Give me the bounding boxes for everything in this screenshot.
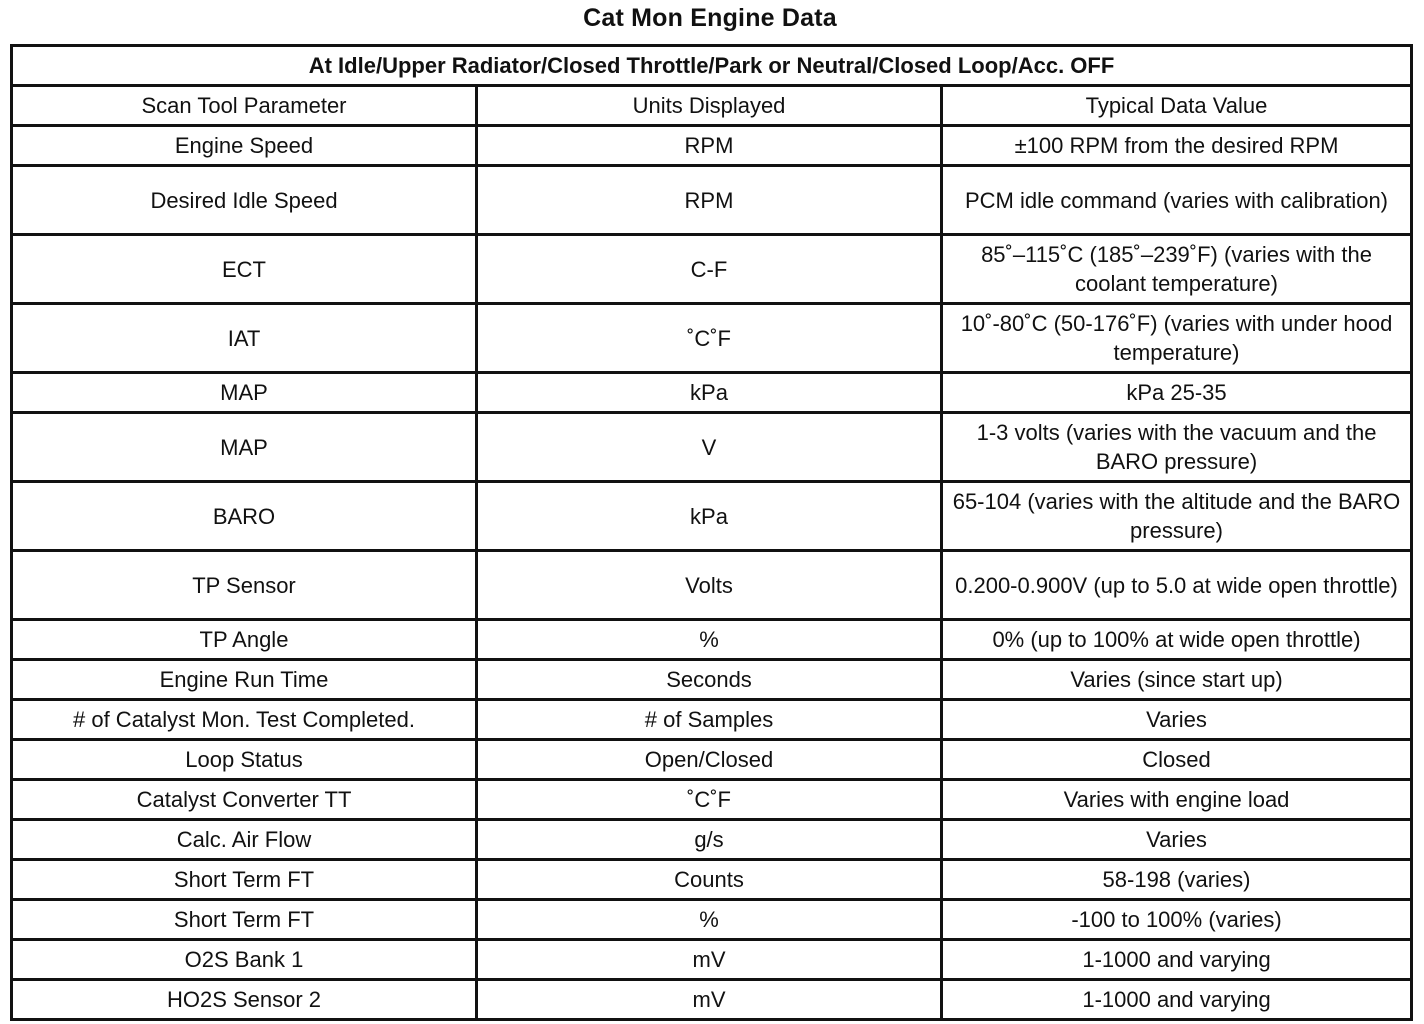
table-row: [12, 820, 1412, 860]
parameter-cell: Desired Idle Speed: [12, 166, 477, 235]
parameter-cell: Catalyst Converter TT: [12, 780, 477, 820]
units-cell: kPa: [477, 482, 942, 551]
units-cell: Open/Closed: [477, 740, 942, 780]
test-conditions: At Idle/Upper Radiator/Closed Throttle/Park or Neutral/Closed Loop/Acc. OFF: [12, 46, 1412, 86]
parameter-cell: MAP: [12, 413, 477, 482]
parameter-cell: # of Catalyst Mon. Test Completed.: [12, 700, 477, 740]
units-cell: g/s: [477, 820, 942, 860]
column-header-parameter: Scan Tool Parameter: [12, 86, 477, 126]
value-cell: -100 to 100% (varies): [942, 900, 1412, 940]
units-cell: V: [477, 413, 942, 482]
units-cell: RPM: [477, 166, 942, 235]
column-header-value: Typical Data Value: [942, 86, 1412, 126]
table-row: [12, 373, 1412, 413]
units-cell: Volts: [477, 551, 942, 620]
table-row: [12, 620, 1412, 660]
value-cell: 1-1000 and varying: [942, 980, 1412, 1020]
parameter-cell: Engine Run Time: [12, 660, 477, 700]
table-row: [12, 660, 1412, 700]
table-row: [12, 860, 1412, 900]
table-row: [12, 235, 1412, 304]
units-cell: mV: [477, 940, 942, 980]
units-cell: ˚C˚F: [477, 780, 942, 820]
value-cell: 1-1000 and varying: [942, 940, 1412, 980]
value-cell: Varies with engine load: [942, 780, 1412, 820]
value-cell: PCM idle command (varies with calibration): [942, 166, 1412, 235]
value-cell: Closed: [942, 740, 1412, 780]
value-cell: 1-3 volts (varies with the vacuum and the BARO pressure): [942, 413, 1412, 482]
table-row: [12, 126, 1412, 166]
table-row: [12, 900, 1412, 940]
table-row: [12, 700, 1412, 740]
value-cell: 65-104 (varies with the altitude and the BARO pressure): [942, 482, 1412, 551]
table-row: [12, 551, 1412, 620]
value-cell: kPa 25-35: [942, 373, 1412, 413]
table-row: [12, 980, 1412, 1020]
table-row: [12, 482, 1412, 551]
units-cell: kPa: [477, 373, 942, 413]
units-cell: %: [477, 900, 942, 940]
units-cell: Seconds: [477, 660, 942, 700]
column-header-units: Units Displayed: [477, 86, 942, 126]
value-cell: 85˚–115˚C (185˚–239˚F) (varies with the coolant temperature): [942, 235, 1412, 304]
units-cell: Counts: [477, 860, 942, 900]
parameter-cell: Short Term FT: [12, 900, 477, 940]
units-cell: C-F: [477, 235, 942, 304]
value-cell: Varies: [942, 820, 1412, 860]
table-row: [12, 304, 1412, 373]
table-row: [12, 413, 1412, 482]
units-cell: %: [477, 620, 942, 660]
value-cell: 58-198 (varies): [942, 860, 1412, 900]
page-title: Cat Mon Engine Data: [583, 4, 837, 32]
parameter-cell: TP Angle: [12, 620, 477, 660]
units-cell: mV: [477, 980, 942, 1020]
units-cell: ˚C˚F: [477, 304, 942, 373]
value-cell: Varies (since start up): [942, 660, 1412, 700]
value-cell: 0.200-0.900V (up to 5.0 at wide open throttle): [942, 551, 1412, 620]
parameter-cell: Engine Speed: [12, 126, 477, 166]
parameter-cell: O2S Bank 1: [12, 940, 477, 980]
value-cell: ±100 RPM from the desired RPM: [942, 126, 1412, 166]
parameter-cell: ECT: [12, 235, 477, 304]
parameter-cell: HO2S Sensor 2: [12, 980, 477, 1020]
parameter-cell: TP Sensor: [12, 551, 477, 620]
engine-data-table: [10, 44, 1413, 1021]
parameter-cell: Calc. Air Flow: [12, 820, 477, 860]
parameter-cell: IAT: [12, 304, 477, 373]
conditions-row: [12, 46, 1412, 86]
units-cell: RPM: [477, 126, 942, 166]
parameter-cell: Loop Status: [12, 740, 477, 780]
table-row: [12, 780, 1412, 820]
parameter-cell: BARO: [12, 482, 477, 551]
table-header-row: [12, 86, 1412, 126]
value-cell: Varies: [942, 700, 1412, 740]
value-cell: 0% (up to 100% at wide open throttle): [942, 620, 1412, 660]
parameter-cell: Short Term FT: [12, 860, 477, 900]
parameter-cell: MAP: [12, 373, 477, 413]
units-cell: # of Samples: [477, 700, 942, 740]
table-row: [12, 166, 1412, 235]
value-cell: 10˚-80˚C (50-176˚F) (varies with under hood temperature): [942, 304, 1412, 373]
table-row: [12, 740, 1412, 780]
table-row: [12, 940, 1412, 980]
